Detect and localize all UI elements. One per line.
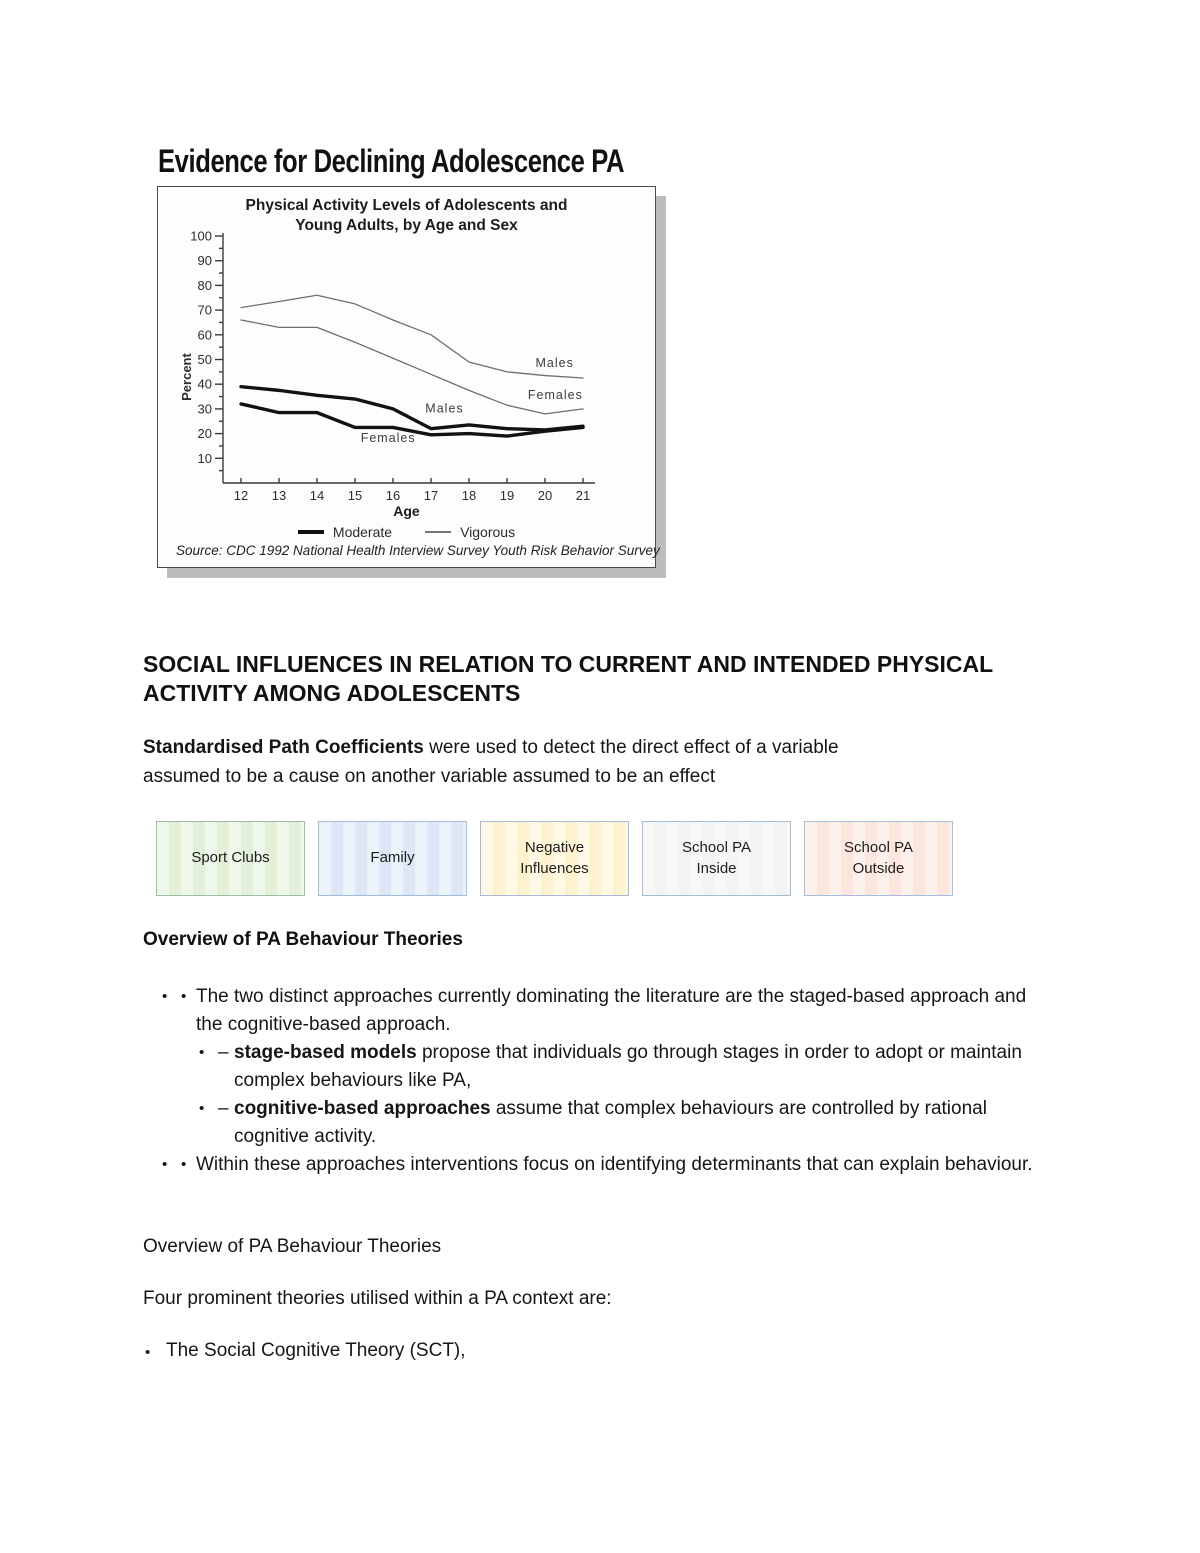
moderate-line-swatch — [298, 530, 324, 534]
section-heading-line-1: SOCIAL INFLUENCES IN RELATION TO CURRENT AND INTENDED PHYSICAL — [143, 651, 994, 677]
sct-item-text: The Social Cognitive Theory (SCT), — [166, 1340, 466, 1361]
list-item-bold-lead: stage-based models — [234, 1042, 417, 1063]
svg-text:Females: Females — [527, 388, 583, 403]
list-item — [143, 983, 1083, 1039]
svg-text:90: 90 — [197, 253, 212, 269]
svg-text:14: 14 — [309, 488, 325, 503]
chart-source-note: Source: CDC 1992 National Health Interview Survey Youth Risk Behavior Survey — [176, 543, 660, 558]
box-school-pa-inside — [642, 821, 791, 896]
svg-text:Males: Males — [535, 355, 574, 370]
svg-text:Females: Females — [360, 431, 416, 446]
svg-text:17: 17 — [423, 488, 439, 503]
list-item — [143, 1095, 1083, 1151]
chart-figure — [157, 186, 660, 568]
vigorous-line-swatch — [425, 531, 451, 533]
box-school-pa-inside-label: School PA Inside — [682, 839, 751, 877]
list-item-body: assume that complex behaviours are controlled by rational cognitive activity. — [234, 1098, 987, 1147]
overview-heading-plain: Overview of PA Behaviour Theories — [143, 1236, 442, 1257]
list-item-body: The two distinct approaches currently dominating the literature are the staged-based approach and the cognitive-based approach. — [196, 986, 1027, 1035]
dash-icon: – — [218, 1042, 229, 1063]
bullet-icon: • — [199, 1044, 205, 1061]
box-sport-clubs-label: Sport Clubs — [191, 849, 270, 867]
four-theories-line: Four prominent theories utilised within a PA context are: — [143, 1288, 612, 1309]
svg-text:18: 18 — [461, 488, 477, 503]
path-coefficients-paragraph — [143, 733, 839, 791]
box-school-pa-outside — [804, 821, 953, 896]
box-negative-influences-label: Negative Influences — [520, 839, 589, 877]
sct-bullet-item — [145, 1340, 466, 1366]
box-family-label: Family — [370, 849, 415, 867]
section-heading — [143, 650, 993, 708]
paragraph-line-1-rest: were used to detect the direct effect of a variable — [423, 737, 839, 758]
box-sport-clubs — [156, 821, 305, 896]
list-item-bold-lead: cognitive-based approaches — [234, 1098, 491, 1119]
svg-text:13: 13 — [271, 488, 287, 503]
svg-text:100: 100 — [190, 229, 212, 244]
bullet-icon: • — [199, 1100, 205, 1117]
pa-line-chart — [158, 229, 655, 511]
svg-text:80: 80 — [197, 277, 212, 293]
legend-label-vigorous: Vigorous — [460, 524, 516, 540]
list-item — [143, 1039, 1083, 1095]
paragraph-bold-lead: Standardised Path Coefficients — [143, 737, 424, 758]
overview-heading-bold: Overview of PA Behaviour Theories — [143, 929, 463, 950]
svg-text:30: 30 — [197, 401, 212, 417]
bullet-icon: • — [181, 1156, 187, 1173]
list-item-text — [234, 1039, 1034, 1095]
list-item — [143, 1151, 1083, 1179]
svg-text:70: 70 — [197, 302, 212, 318]
legend-label-moderate: Moderate — [332, 524, 393, 540]
chart-x-axis-label: Age — [393, 503, 420, 519]
svg-text:21: 21 — [575, 488, 591, 503]
list-item-text — [196, 983, 1056, 1039]
svg-text:Males: Males — [425, 401, 464, 416]
paragraph-line-1 — [143, 737, 839, 758]
page-title: Evidence for Declining Adolescence PA — [158, 143, 625, 179]
paragraph-line-2: assumed to be a cause on another variable assumed to be an effect — [143, 766, 716, 787]
list-item-text — [234, 1095, 1034, 1151]
bullet-icon: • — [145, 1344, 151, 1361]
svg-text:50: 50 — [197, 352, 212, 367]
list-item-body: propose that individuals go through stages in order to adopt or maintain complex behaviours like PA, — [234, 1042, 1022, 1091]
dash-icon: – — [218, 1098, 229, 1119]
box-family — [318, 821, 467, 896]
chart-legend — [158, 524, 655, 540]
bullet-icon: • — [162, 988, 168, 1005]
chart-title-line-2: Young Adults, by Age and Sex — [295, 216, 518, 234]
section-heading-line-2: ACTIVITY AMONG ADOLESCENTS — [143, 680, 521, 706]
svg-text:Percent: Percent — [179, 353, 194, 401]
svg-text:40: 40 — [197, 376, 212, 392]
svg-text:12: 12 — [233, 488, 249, 503]
svg-text:60: 60 — [197, 327, 212, 343]
list-item-body: Within these approaches interventions focus on identifying determinants that can explain behaviour. — [196, 1154, 1033, 1175]
svg-text:20: 20 — [197, 426, 212, 442]
theories-bullet-list — [143, 983, 1083, 1179]
chart-title-line-1: Physical Activity Levels of Adolescents and — [245, 197, 568, 214]
list-item-text — [196, 1151, 1056, 1179]
svg-text:20: 20 — [537, 488, 553, 503]
box-school-pa-outside-label: School PA Outside — [844, 839, 913, 877]
bullet-icon: • — [181, 988, 187, 1005]
bullet-icon: • — [162, 1156, 168, 1173]
svg-text:16: 16 — [385, 488, 401, 503]
svg-text:19: 19 — [499, 488, 515, 503]
box-negative-influences — [480, 821, 629, 896]
svg-text:10: 10 — [197, 450, 212, 466]
svg-text:15: 15 — [347, 488, 363, 503]
